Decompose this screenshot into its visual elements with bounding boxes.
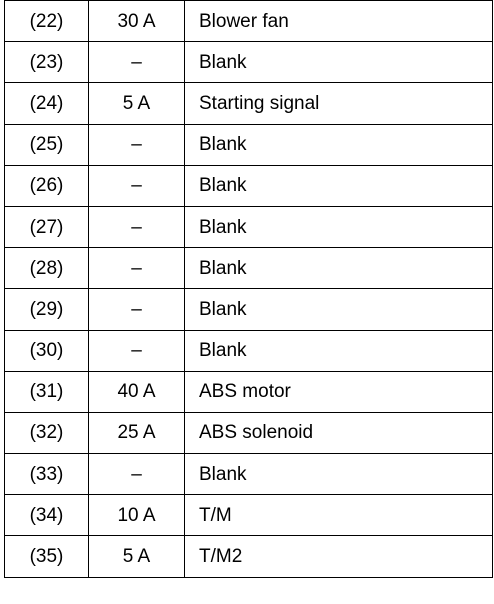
table-row bbox=[5, 289, 493, 330]
fuse-description-cell: T/M2 bbox=[185, 536, 493, 577]
fuse-amperage-cell: 30 A bbox=[89, 1, 185, 42]
fuse-description-cell: T/M bbox=[185, 495, 493, 536]
fuse-number-cell: (27) bbox=[5, 206, 89, 247]
table-row bbox=[5, 454, 493, 495]
fuse-description-cell: Starting signal bbox=[185, 83, 493, 124]
fuse-amperage-cell: 40 A bbox=[89, 371, 185, 412]
fuse-number-cell: (24) bbox=[5, 83, 89, 124]
fuse-description-cell: Blank bbox=[185, 124, 493, 165]
fuse-description-cell: Blank bbox=[185, 206, 493, 247]
table-row bbox=[5, 371, 493, 412]
table-row bbox=[5, 83, 493, 124]
fuse-description-cell: Blank bbox=[185, 42, 493, 83]
table-row bbox=[5, 42, 493, 83]
table-row bbox=[5, 1, 493, 42]
fuse-number-cell: (22) bbox=[5, 1, 89, 42]
table-row bbox=[5, 165, 493, 206]
fuse-amperage-cell: – bbox=[89, 42, 185, 83]
fuse-amperage-cell: – bbox=[89, 289, 185, 330]
fuse-amperage-cell: – bbox=[89, 206, 185, 247]
fuse-number-cell: (23) bbox=[5, 42, 89, 83]
table-row bbox=[5, 412, 493, 453]
fuse-number-cell: (33) bbox=[5, 454, 89, 495]
fuse-amperage-cell: – bbox=[89, 124, 185, 165]
fuse-amperage-cell: – bbox=[89, 330, 185, 371]
fuse-amperage-cell: – bbox=[89, 248, 185, 289]
fuse-table bbox=[4, 0, 493, 578]
table-row bbox=[5, 536, 493, 577]
fuse-description-cell: Blower fan bbox=[185, 1, 493, 42]
fuse-number-cell: (29) bbox=[5, 289, 89, 330]
fuse-number-cell: (34) bbox=[5, 495, 89, 536]
fuse-amperage-cell: – bbox=[89, 165, 185, 206]
fuse-number-cell: (35) bbox=[5, 536, 89, 577]
fuse-number-cell: (26) bbox=[5, 165, 89, 206]
table-row bbox=[5, 124, 493, 165]
fuse-description-cell: ABS solenoid bbox=[185, 412, 493, 453]
fuse-description-cell: Blank bbox=[185, 454, 493, 495]
fuse-number-cell: (32) bbox=[5, 412, 89, 453]
table-row bbox=[5, 248, 493, 289]
fuse-amperage-cell: – bbox=[89, 454, 185, 495]
fuse-description-cell: Blank bbox=[185, 330, 493, 371]
fuse-number-cell: (31) bbox=[5, 371, 89, 412]
fuse-description-cell: ABS motor bbox=[185, 371, 493, 412]
fuse-amperage-cell: 5 A bbox=[89, 536, 185, 577]
fuse-description-cell: Blank bbox=[185, 248, 493, 289]
table-row bbox=[5, 495, 493, 536]
fuse-amperage-cell: 10 A bbox=[89, 495, 185, 536]
table-row bbox=[5, 206, 493, 247]
fuse-number-cell: (25) bbox=[5, 124, 89, 165]
fuse-description-cell: Blank bbox=[185, 165, 493, 206]
fuse-number-cell: (30) bbox=[5, 330, 89, 371]
fuse-description-cell: Blank bbox=[185, 289, 493, 330]
fuse-table-body bbox=[5, 1, 493, 578]
fuse-amperage-cell: 5 A bbox=[89, 83, 185, 124]
fuse-amperage-cell: 25 A bbox=[89, 412, 185, 453]
fuse-number-cell: (28) bbox=[5, 248, 89, 289]
table-row bbox=[5, 330, 493, 371]
